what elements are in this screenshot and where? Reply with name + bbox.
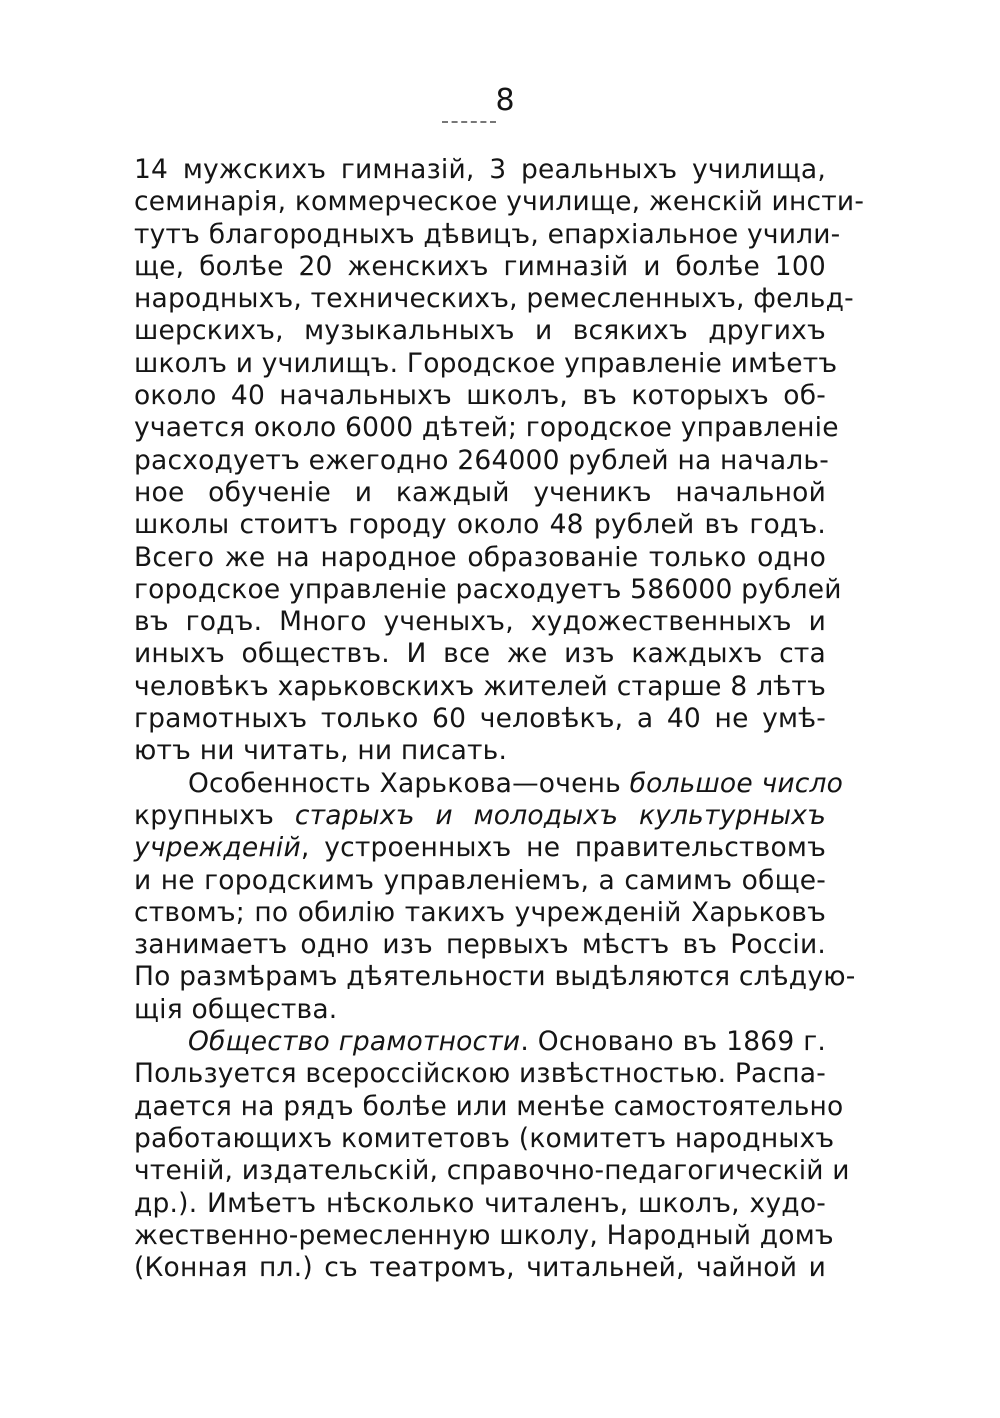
page-number-rule (442, 121, 496, 123)
text-line (134, 1026, 826, 1058)
text-line: въ годъ. Много ученыхъ, художественныхъ и (134, 606, 826, 638)
text-line: иныхъ обществъ. И все же изъ каждыхъ ста (134, 638, 826, 670)
text-line: Всего же на народное образованіе только одно (134, 541, 826, 573)
text-run: . Основано въ 1869 г. (520, 1026, 827, 1058)
text-line: др.). Имѣетъ нѣсколько читаленъ, школъ, худо- (134, 1187, 826, 1219)
text-run: Особенность Харькова—очень (188, 767, 630, 799)
text-line: и не городскимъ управленіемъ, а самимъ обще- (134, 864, 826, 896)
text-line: 14 мужскихъ гимназій, 3 реальныхъ училища, (134, 154, 826, 185)
text-line: семинарія, коммерческое училище, женскій инсти- (134, 186, 865, 218)
text-line: Пользуется всероссійскою извѣстностью. Распа- (134, 1058, 826, 1090)
text-line (134, 800, 826, 832)
text-line: ще, болѣе 20 женскихъ гимназій и болѣе 100 (134, 250, 826, 282)
text-line: народныхъ, техническихъ, ремесленныхъ, фельд- (134, 283, 854, 315)
text-line: городское управленіе расходуетъ 586000 рублей (134, 573, 842, 605)
text-line: дается на рядъ болѣе или менѣе самостоятельно (134, 1090, 844, 1122)
text-run: , устроенныхъ не правительствомъ (300, 832, 826, 864)
text-line: (Конная пл.) съ театромъ, читальней, чайной и (134, 1252, 826, 1284)
text-line: человѣкъ харьковскихъ жителей старше 8 лѣтъ (134, 670, 826, 702)
text-line: тутъ благородныхъ дѣвицъ, епархіальное учили- (134, 218, 841, 250)
text-line: работающихъ комитетовъ (комитетъ народныхъ (134, 1122, 835, 1154)
text-line (134, 767, 844, 800)
italic-phrase: большое число (629, 767, 844, 799)
paragraph-literacy-society (134, 1026, 850, 1284)
text-line: учается около 6000 дѣтей; городское управленіе (134, 412, 839, 444)
text-line: жественно-ремесленную школу, Народный домъ (134, 1219, 834, 1251)
text-line: школъ и училищъ. Городское управленіе имѣетъ (134, 347, 838, 379)
italic-phrase: старыхъ и молодыхъ культурныхъ (294, 799, 826, 831)
body-text (134, 154, 865, 1284)
text-line: около 40 начальныхъ школъ, въ которыхъ об- (134, 380, 826, 412)
text-line: ное обученіе и каждый ученикъ начальной (134, 476, 826, 508)
text-line: шерскихъ, музыкальныхъ и всякихъ другихъ (134, 315, 826, 347)
text-line: ютъ ни читать, ни писать. (134, 735, 508, 767)
text-line: ствомъ; по обилію такихъ учрежденій Харьковъ (134, 896, 826, 928)
text-line: По размѣрамъ дѣятельности выдѣляются слѣдую- (134, 961, 856, 993)
paragraph-schools (134, 154, 865, 768)
text-line: школы стоитъ городу около 48 рублей въ годъ. (134, 509, 826, 541)
text-run: крупныхъ (134, 799, 295, 831)
italic-phrase: учрежденій (134, 832, 301, 864)
text-line: чтеній, издательскій, справочно-педагогическій и (134, 1155, 850, 1187)
text-line: грамотныхъ только 60 человѣкъ, а 40 не умѣ- (134, 703, 826, 735)
text-line: щія общества. (134, 993, 338, 1025)
italic-phrase: Общество грамотности (188, 1026, 521, 1058)
paragraph-cultural-institutions (134, 767, 856, 1026)
text-line: расходуетъ ежегодно 264000 рублей на началь- (134, 444, 830, 476)
text-line: занимаетъ одно изъ первыхъ мѣстъ въ Россіи. (134, 929, 826, 961)
page-number: 8 (495, 83, 515, 118)
text-line (134, 832, 826, 864)
